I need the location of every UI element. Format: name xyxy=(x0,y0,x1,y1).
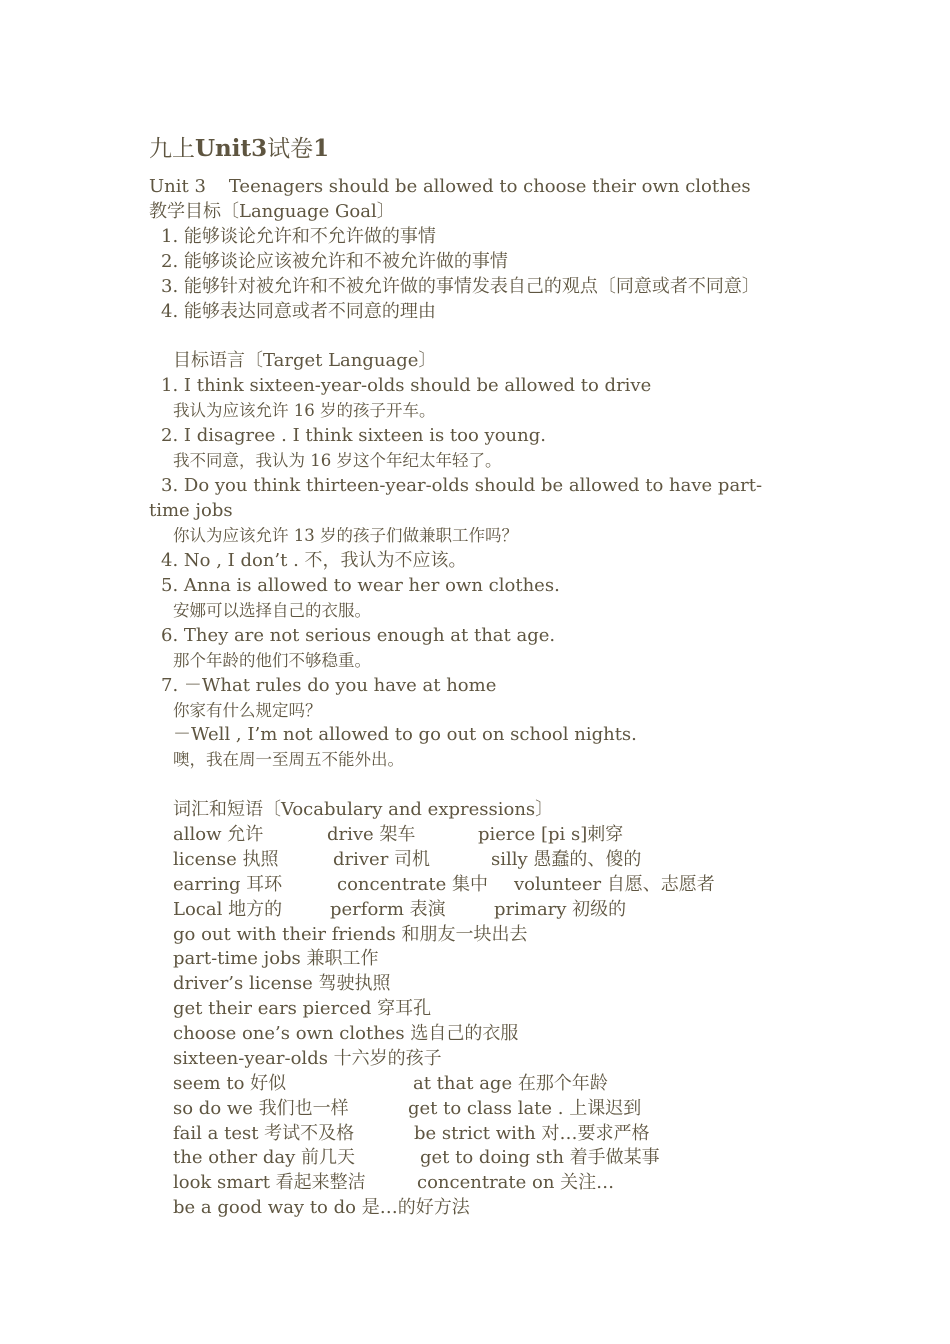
vocab-item: drive 架车 xyxy=(327,824,416,845)
target-sentence: －Well , I’m not allowed to go out on school nights. xyxy=(173,724,637,745)
target-translation: 我认为应该允许 16 岁的孩子开车。 xyxy=(173,401,436,420)
vocab-item: Local 地方的 xyxy=(173,899,283,920)
phrase-item: concentrate on 关注… xyxy=(417,1172,615,1193)
vocab-item: earring 耳环 xyxy=(173,874,283,895)
target-translation: 我不同意，我认为 16 岁这个年纪太年轻了。 xyxy=(173,451,502,470)
vocab-heading: 词汇和短语〔Vocabulary and expressions〕 xyxy=(173,799,554,820)
target-sentence-continued: time jobs xyxy=(149,500,233,521)
phrase-item: get to class late . 上课迟到 xyxy=(408,1098,642,1119)
vocab-item: driver 司机 xyxy=(333,849,431,870)
goal-item: 2. 能够谈论应该被允许和不被允许做的事情 xyxy=(161,251,508,272)
vocab-item: volunteer 自愿、志愿者 xyxy=(514,874,715,895)
target-heading: 目标语言〔Target Language〕 xyxy=(173,350,437,371)
phrase-item: get their ears pierced 穿耳孔 xyxy=(173,998,432,1019)
unit-heading: Unit 3 Teenagers should be allowed to choose their own clothes xyxy=(149,176,751,197)
target-sentence: 7. －What rules do you have at home xyxy=(161,675,497,696)
title-number: 1 xyxy=(313,135,330,162)
phrase-item: fail a test 考试不及格 xyxy=(173,1123,355,1144)
vocab-item: license 执照 xyxy=(173,849,279,870)
vocab-item: concentrate 集中 xyxy=(337,874,489,895)
title-prefix: 九上 xyxy=(149,136,195,162)
phrase-item: sixteen-year-olds 十六岁的孩子 xyxy=(173,1048,442,1069)
phrase-item: look smart 看起来整洁 xyxy=(173,1172,366,1193)
phrase-item: seem to 好似 xyxy=(173,1073,287,1094)
vocab-item: silly 愚蠢的、傻的 xyxy=(491,849,642,870)
phrase-item: at that age 在那个年龄 xyxy=(413,1073,608,1094)
phrase-item: get to doing sth 着手做某事 xyxy=(420,1147,660,1168)
phrase-item: so do we 我们也一样 xyxy=(173,1098,349,1119)
phrase-item: go out with their friends 和朋友一块出去 xyxy=(173,924,528,945)
vocab-item: pierce [pi s]刺穿 xyxy=(478,824,624,845)
goal-heading: 教学目标〔Language Goal〕 xyxy=(149,201,395,222)
target-translation: 你家有什么规定吗？ xyxy=(173,701,322,720)
target-sentence: 3. Do you think thirteen-year-olds should be allowed to have part- xyxy=(161,475,763,496)
goal-item: 1. 能够谈论允许和不允许做的事情 xyxy=(161,226,436,247)
title-unit: Unit3 xyxy=(195,135,268,162)
phrase-item: be strict with 对…要求严格 xyxy=(414,1123,650,1144)
target-sentence: 2. I disagree . I think sixteen is too young. xyxy=(161,425,546,446)
target-sentence: 5. Anna is allowed to wear her own clothes. xyxy=(161,575,560,596)
phrase-item: be a good way to do 是…的好方法 xyxy=(173,1197,470,1218)
phrase-item: part-time jobs 兼职工作 xyxy=(173,948,379,969)
document-title xyxy=(149,134,329,164)
goal-item: 3. 能够针对被允许和不被允许做的事情发表自己的观点〔同意或者不同意〕 xyxy=(161,276,760,297)
phrase-item: the other day 前几天 xyxy=(173,1147,355,1168)
phrase-item: driver’s license 驾驶执照 xyxy=(173,973,391,994)
vocab-item: allow 允许 xyxy=(173,824,264,845)
vocab-item: primary 初级的 xyxy=(494,899,627,920)
target-translation: 安娜可以选择自己的衣服。 xyxy=(173,601,371,620)
target-sentence: 1. I think sixteen-year-olds should be allowed to drive xyxy=(161,375,652,396)
title-mid: 试卷 xyxy=(267,136,314,162)
target-translation: 噢，我在周一至周五不能外出。 xyxy=(173,750,404,769)
target-sentence: 4. No , I don’t . 不，我认为不应该。 xyxy=(161,550,467,571)
vocab-item: perform 表演 xyxy=(330,899,446,920)
goal-item: 4. 能够表达同意或者不同意的理由 xyxy=(161,301,436,322)
phrase-item: choose one’s own clothes 选自己的衣服 xyxy=(173,1023,519,1044)
target-sentence: 6. They are not serious enough at that age. xyxy=(161,625,556,646)
target-translation: 那个年龄的他们不够稳重。 xyxy=(173,651,371,670)
target-translation: 你认为应该允许 13 岁的孩子们做兼职工作吗？ xyxy=(173,526,518,545)
